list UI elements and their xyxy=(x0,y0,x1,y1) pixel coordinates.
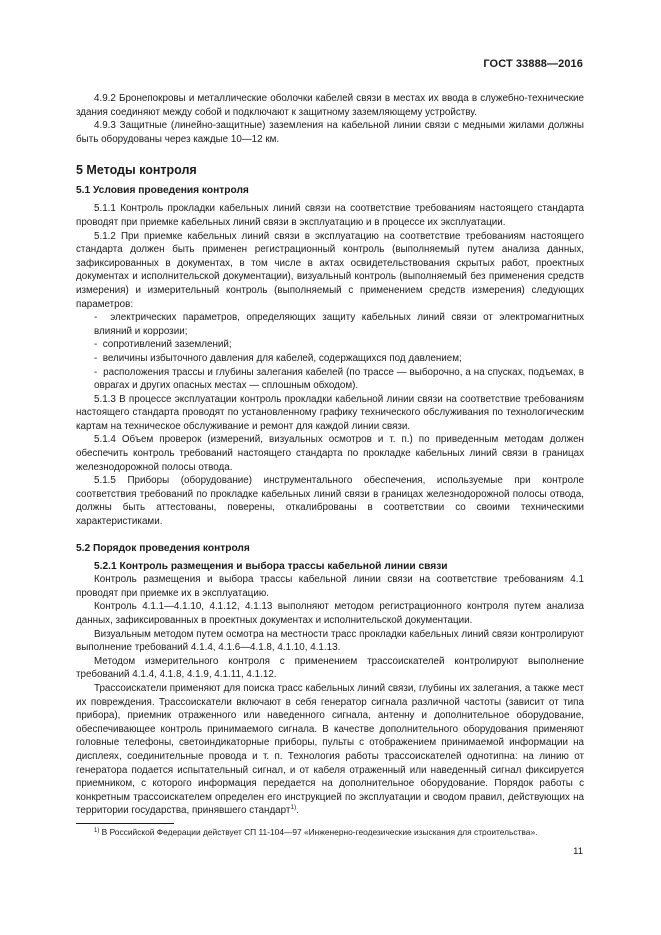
subsection-title-5-2: 5.2 Порядок проведения контроля xyxy=(76,542,250,554)
document-code: ГОСТ 33888—2016 xyxy=(483,58,583,70)
subsection-title-5-1: 5.1 Условия проведения контроля xyxy=(76,185,249,197)
paragraph-5-2-1-d: Методом измерительного контроля с применением трассоискателей контролируют выполнение требований 4.1.4, 4.1.8, 4.1.9, 4.1.11, 4.1.12. xyxy=(76,655,584,681)
subsection-title-5-2-1: 5.2.1 Контроль размещения и выбора трассы кабельной линии связи xyxy=(94,560,448,572)
paragraph-5-1-5: 5.1.5 Приборы (оборудование) инструментального обеспечения, используемые при контроле соответствия требований по прокладке кабельных линий связи в границах железнодорожной полосы отвода, должны быть аттестованы, поверены, откалиброваны в соответствии со своими техническими характеристиками. xyxy=(76,475,584,528)
paragraph-5-2-1-e: Трассоискатели применяют для поиска трасс кабельных линий связи, глубины их залегания, а также мест их повреждения. Трассоискатели включают в себя генератор сигнала различной частоты (зависит от типа прибора), приемник отраженного или наведенного сигнала, антенну и дополнительное оборудование, обеспечивающее контроль принимаемого сигнала. В качестве дополнительного оборудования применяют головные телефоны, светоиндикаторные приборы, пульты с отображением принимаемой информации на дисплеях, соединительные провода и т. п. Технология работы трассоискателей однотипна: на линию от генератора подается испытательный сигнал, и от кабеля отраженный или наведенный сигнал фиксируется приемником, с которого информация передается на дополнительное оборудование. Порядок работы с конкретным трассоискателем определен его инструкцией по эксплуатации и сводом правил, действующих на территории государства, принявшего стандарт$^{1)}$. xyxy=(76,682,584,817)
paragraph-5-1-1: 5.1.1 Контроль прокладки кабельных линий связи на соответствие требованиям настоящего стандарта проводят при приемке кабельных линий связи в эксплуатацию и в процессе их эксплуатации. xyxy=(76,203,584,228)
paragraph-5-2-1-b: Контроль 4.1.1—4.1.10, 4.1.12, 4.1.13 выполняют методом регистрационного контроля путем анализа данных, зафиксированных в проектных документах и исполнительской документации. xyxy=(76,601,584,626)
page-content xyxy=(76,92,584,818)
footnote-reference: 1) xyxy=(290,804,297,812)
section-title: 5 Методы контроля xyxy=(76,163,197,178)
list-item: - электрических параметров, определяющих защиту кабельных линий связи от электромагнитных влияний и коррозии; xyxy=(76,311,584,338)
paragraph-5-2-1-c: Визуальным методом путем осмотра на местности трасс прокладки кабельных линий связи контролируют выполнение требований 4.1.4, 4.1.6—4.1.8, 4.1.10, 4.1.13. xyxy=(76,628,584,654)
footnote-text: В Российской Федерации действует СП 11-104—97 «Инженерно-геодезические изыскания для строительства». xyxy=(99,827,538,837)
page-number: 11 xyxy=(573,846,583,857)
footnote xyxy=(76,827,588,838)
paragraph-5-1-4: 5.1.4 Объем проверок (измерений, визуальных осмотров и т. п.) по приведенным методам должен обеспечить контроль требований настоящего стандарта по прокладке кабельных линий связи в границах железнодорожной полосы отвода. xyxy=(76,434,584,473)
list-item: - величины избыточного давления для кабелей, содержащихся под давлением; xyxy=(76,352,584,366)
paragraph-4-9-2: 4.9.2 Бронепокровы и металлические оболочки кабелей связи в местах их ввода в служебно-технические здания соединяют между собой и подключают к защитному заземляющему устройству. xyxy=(76,93,584,118)
footnote-divider xyxy=(76,823,174,824)
paragraph-5-1-2: 5.1.2 При приемке кабельных линий связи в эксплуатацию на соответствие требованиям настоящего стандарта должен быть применен регистрационный контроль (выполняемый путем анализа данных, зафиксированных в документах, в том числе в актах освидетельствования скрытых работ, проектных документах и исполнительской документации), визуальный контроль (выполняемый без применения средств измерения) и измерительный контроль (выполняемый с применением средств измерения) следующих параметров: xyxy=(76,230,584,310)
paragraph-4-9-3: 4.9.3 Защитные (линейно-защитные) заземления на кабельной линии связи с медными жилами должны быть оборудованы через каждые 10—12 км. xyxy=(76,120,584,145)
footnote-marker: 1) xyxy=(94,828,100,834)
paragraph-5-2-1-a: Контроль размещения и выбора трассы кабельной линии связи на соответствие требованиям 4.1 проводят при приемке их в эксплуатацию. xyxy=(76,574,584,599)
list-item: - сопротивлений заземлений; xyxy=(76,338,584,352)
list-item: - расположения трассы и глубины залегания кабелей (по трассе — выборочно, а на спусках, подъемах, в оврагах и других опасных местах — сплошным обходом). xyxy=(76,366,584,393)
paragraph-5-1-3: 5.1.3 В процессе эксплуатации контроль прокладки кабельной линии связи на соответствие требованиям настоящего стандарта проводят по установленному графику технического обслуживания по технологическим картам на техническое обслуживание и ремонт для каждой линии связи. xyxy=(76,393,584,432)
paragraph-5-2-1-e-text: Трассоискатели применяют для поиска трасс кабельных линий связи, глубины их залегания, а также мест их повреждения. Трассоискатели включают в себя генератор сигнала различной частоты (зависит от типа прибора), приемник отраженного или наведенного сигнала, антенну и дополнительное оборудование, обеспечивающее контроль принимаемого сигнала. В качестве дополнительного оборудования применяют головные телефоны, светоиндикаторные приборы, пульты с отображением принимаемой информации на дисплеях, соединительные провода и т. п. Технология работы трассоискателей однотипна: на линию от генератора подается испытательный сигнал, и от кабеля отраженный или наведенный сигнал фиксируется приемником, с которого информация передается на дополнительное оборудование. Порядок работы с конкретным трассоискателем определен его инструкцией по эксплуатации и сводом правил, действующих на территории государства, принявшего стандарт xyxy=(76,682,584,817)
